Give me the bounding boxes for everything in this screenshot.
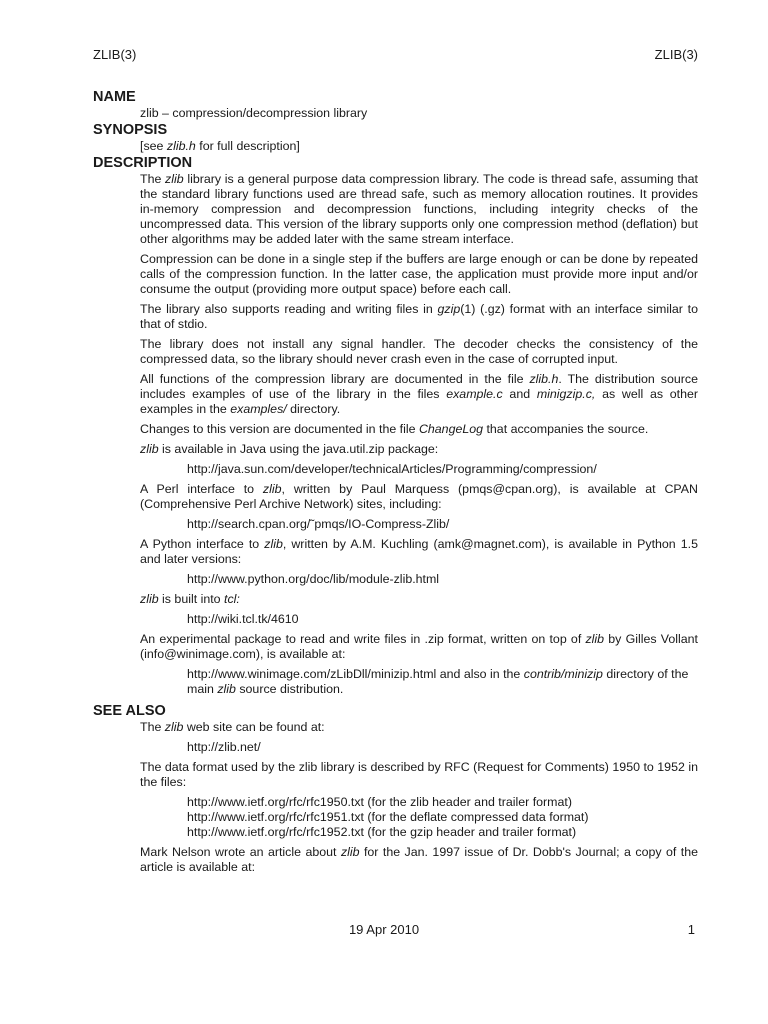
- header-left: ZLIB(3): [93, 47, 137, 62]
- description-paragraph: zlib is built into tcl:: [140, 592, 240, 606]
- see-also-paragraph: The zlib web site can be found at:: [140, 720, 325, 734]
- description-paragraph: Changes to this version are documented in the file ChangeLog that accompanies the source.: [140, 422, 649, 436]
- zlib-site-url: http://zlib.net/: [187, 740, 261, 754]
- footer-date: 19 Apr 2010: [348, 922, 420, 937]
- description-paragraph: All functions of the compression library are documented in the file zlib.h. The distribution source includes examples of use of the library in the files example.c and minigzip.c, as well as other examples in the examples/ directory.: [140, 372, 699, 416]
- description-paragraph: The zlib library is a general purpose data compression library. The code is thread safe, assuming that the standard library functions used are thread safe, such as memory allocation routines. It provides in-memory compression and decompression functions, including integrity checks of the uncompressed data. This version of the library supports only one compression method (deflation) but other algorithms may be added later with the same stream interface.: [140, 172, 698, 246]
- description-paragraph: The library does not install any signal handler. The decoder checks the consistency of the compressed data, so the library should never crash even in the case of corrupted input.: [140, 337, 698, 366]
- section-heading-description: DESCRIPTION: [93, 155, 193, 171]
- description-paragraph: A Perl interface to zlib, written by Paul Marquess (pmqs@cpan.org), is available at CPAN (Comprehensive Perl Archive Network) sites, including:: [140, 482, 698, 511]
- java-url: http://java.sun.com/developer/technicalArticles/Programming/compression/: [187, 462, 597, 476]
- rfc-list-item: http://www.ietf.org/rfc/rfc1952.txt (for the gzip header and trailer format): [187, 825, 577, 839]
- page-number: 1: [687, 922, 695, 937]
- section-heading-name: NAME: [93, 89, 136, 105]
- rfc-list-item: http://www.ietf.org/rfc/rfc1950.txt (for the zlib header and trailer format): [187, 795, 572, 809]
- section-heading-synopsis: SYNOPSIS: [93, 122, 168, 138]
- rfc-list-item: http://www.ietf.org/rfc/rfc1951.txt (for the deflate compressed data format): [187, 810, 589, 824]
- see-also-paragraph: The data format used by the zlib library is described by RFC (Request for Comments) 1950 to 1952 in the files:: [140, 760, 698, 789]
- perl-url: http://search.cpan.org/˜pmqs/IO-Compress-Zlib/: [187, 517, 450, 531]
- man-page-body: [93, 88, 698, 880]
- tcl-url: http://wiki.tcl.tk/4610: [187, 612, 299, 626]
- minizip-url: http://www.winimage.com/zLibDll/minizip.html and also in the contrib/minizip directory of the main zlib source distribution.: [187, 667, 689, 696]
- python-url: http://www.python.org/doc/lib/module-zlib.html: [187, 572, 440, 586]
- synopsis-text: [see zlib.h for full description]: [140, 139, 300, 153]
- description-paragraph: A Python interface to zlib, written by A.M. Kuchling (amk@magnet.com), is available in Python 1.5 and later versions:: [140, 537, 698, 566]
- see-also-paragraph: Mark Nelson wrote an article about zlib for the Jan. 1997 issue of Dr. Dobb's Journal; a copy of the article is available at:: [140, 845, 698, 874]
- description-paragraph: The library also supports reading and writing files in gzip(1) (.gz) format with an interface similar to that of stdio.: [140, 302, 698, 331]
- description-paragraph: Compression can be done in a single step if the buffers are large enough or can be done by repeated calls of the compression function. In the latter case, the application must provide more input and/or consume the output (providing more output space) before each call.: [140, 252, 698, 296]
- description-paragraph: zlib is available in Java using the java.util.zip package:: [140, 442, 439, 456]
- section-heading-see-also: SEE ALSO: [93, 703, 166, 719]
- header-right: ZLIB(3): [654, 47, 698, 62]
- description-body: [140, 172, 698, 457]
- description-paragraph: An experimental package to read and write files in .zip format, written on top of zlib by Gilles Vollant (info@winimage.com), is available at:: [140, 632, 698, 661]
- name-text: zlib – compression/decompression library: [140, 106, 368, 120]
- rfc-list: [187, 795, 698, 840]
